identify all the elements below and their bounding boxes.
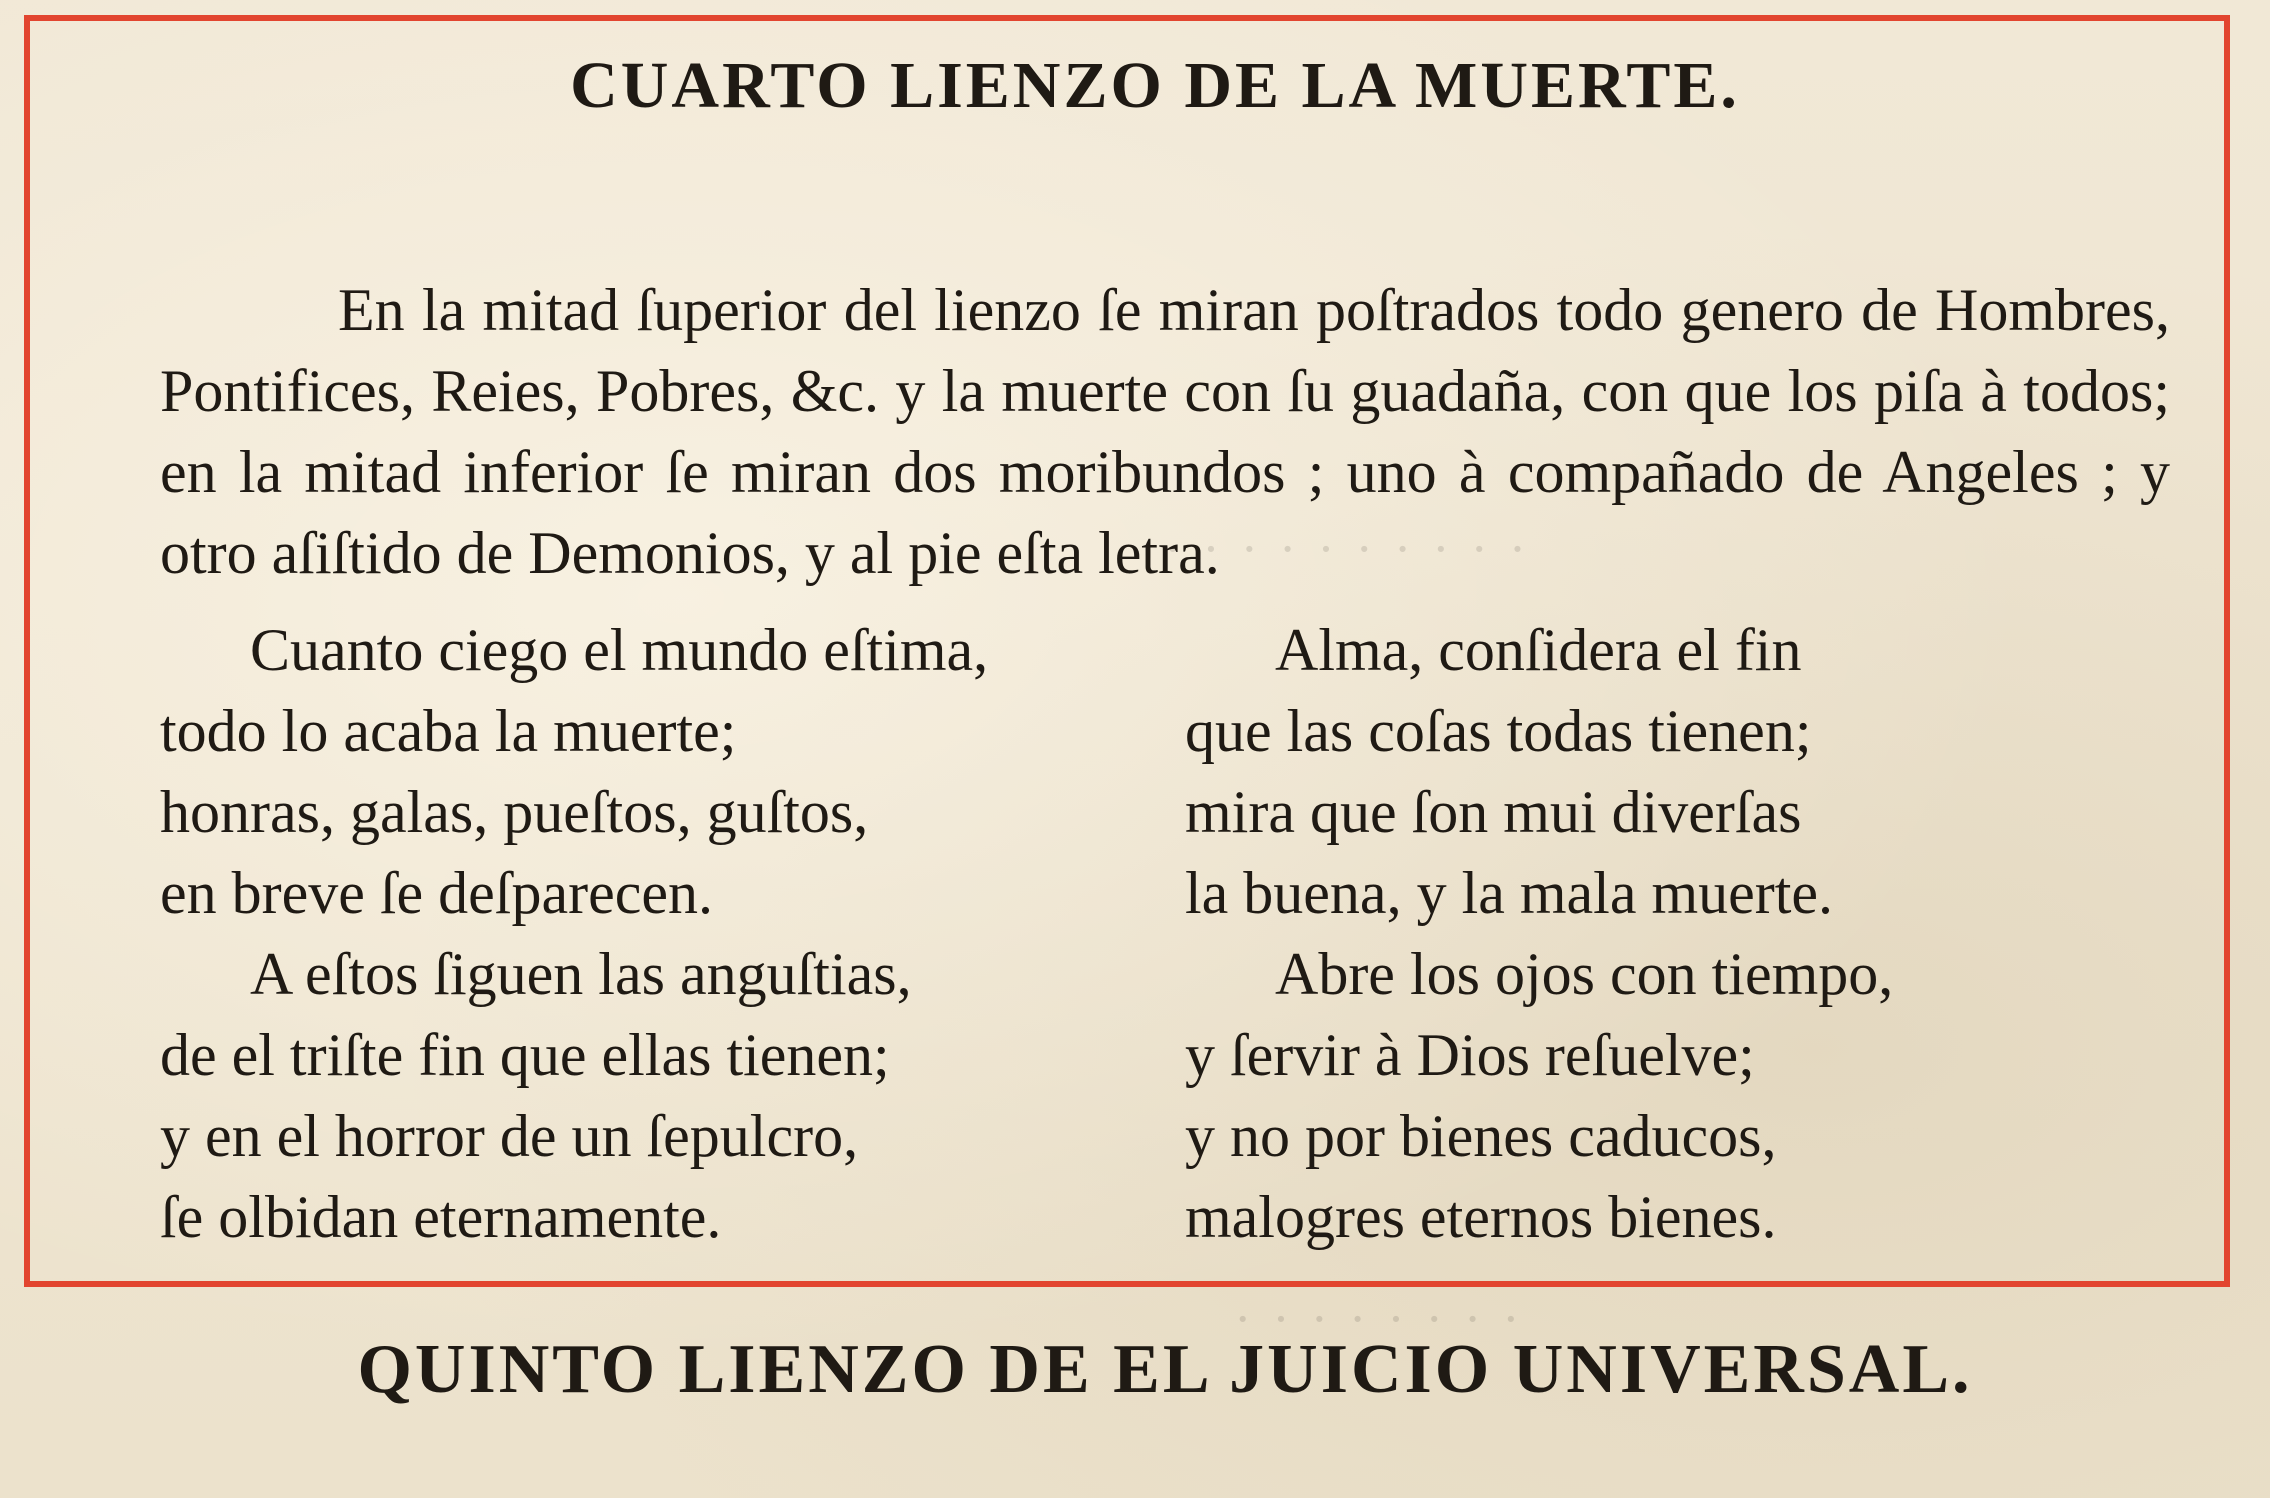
verse-line: de el triſte fin que ellas tienen; (160, 1022, 890, 1088)
verse-line: mira que ſon mui diverſas (1185, 779, 1802, 845)
verse-line: la buena, y la mala muerte. (1185, 860, 1834, 926)
verse-line: A eſtos ſiguen las anguſtias, (250, 941, 912, 1007)
page-heading: CUARTO LIENZO DE LA MUERTE. (570, 49, 1740, 122)
verse-line: Cuanto ciego el mundo eſtima, (250, 617, 989, 683)
verse-line: todo lo acaba la muerte; (160, 698, 737, 764)
next-section-heading: QUINTO LIENZO DE EL JUICIO UNIVERSAL. (357, 1331, 1973, 1408)
verse-line: en breve ſe deſparecen. (160, 860, 713, 926)
verse-line: malogres eternos bienes. (1185, 1184, 1777, 1250)
bleed-through-texture: · · · · · · · · · · (1160, 521, 1527, 578)
verse-line: Abre los ojos con tiempo, (1275, 941, 1894, 1007)
verse-line: que las coſas todas tienen; (1185, 698, 1812, 764)
verse-line: y en el horror de un ſepulcro, (160, 1103, 859, 1169)
verse-column-right (1185, 610, 1893, 1258)
verse-line: y no por bienes caducos, (1185, 1103, 1777, 1169)
body-paragraph: En la mitad ſuperior del lienzo ſe miran poſtrados todo genero de Hombres, Pontifices, Reies, Pobres, &c. y la muerte con ſu guadaña, con que los piſa à todos; en la mitad inferior ſe miran dos moribundos ; uno à compañado de Angeles ; y otro aſiſtido de Demonios, y al pie eſta letra. (160, 277, 2170, 586)
verse-column-left (160, 610, 988, 1258)
verse-line: y ſervir à Dios reſuelve; (1185, 1022, 1755, 1088)
verse-line: Alma, conſidera el fin (1275, 617, 1802, 683)
verse-line: ſe olbidan eternamente. (160, 1184, 722, 1250)
verse-line: honras, galas, pueſtos, guſtos, (160, 779, 869, 845)
bleed-through-texture: · · · · · · · · (1230, 1291, 1520, 1348)
